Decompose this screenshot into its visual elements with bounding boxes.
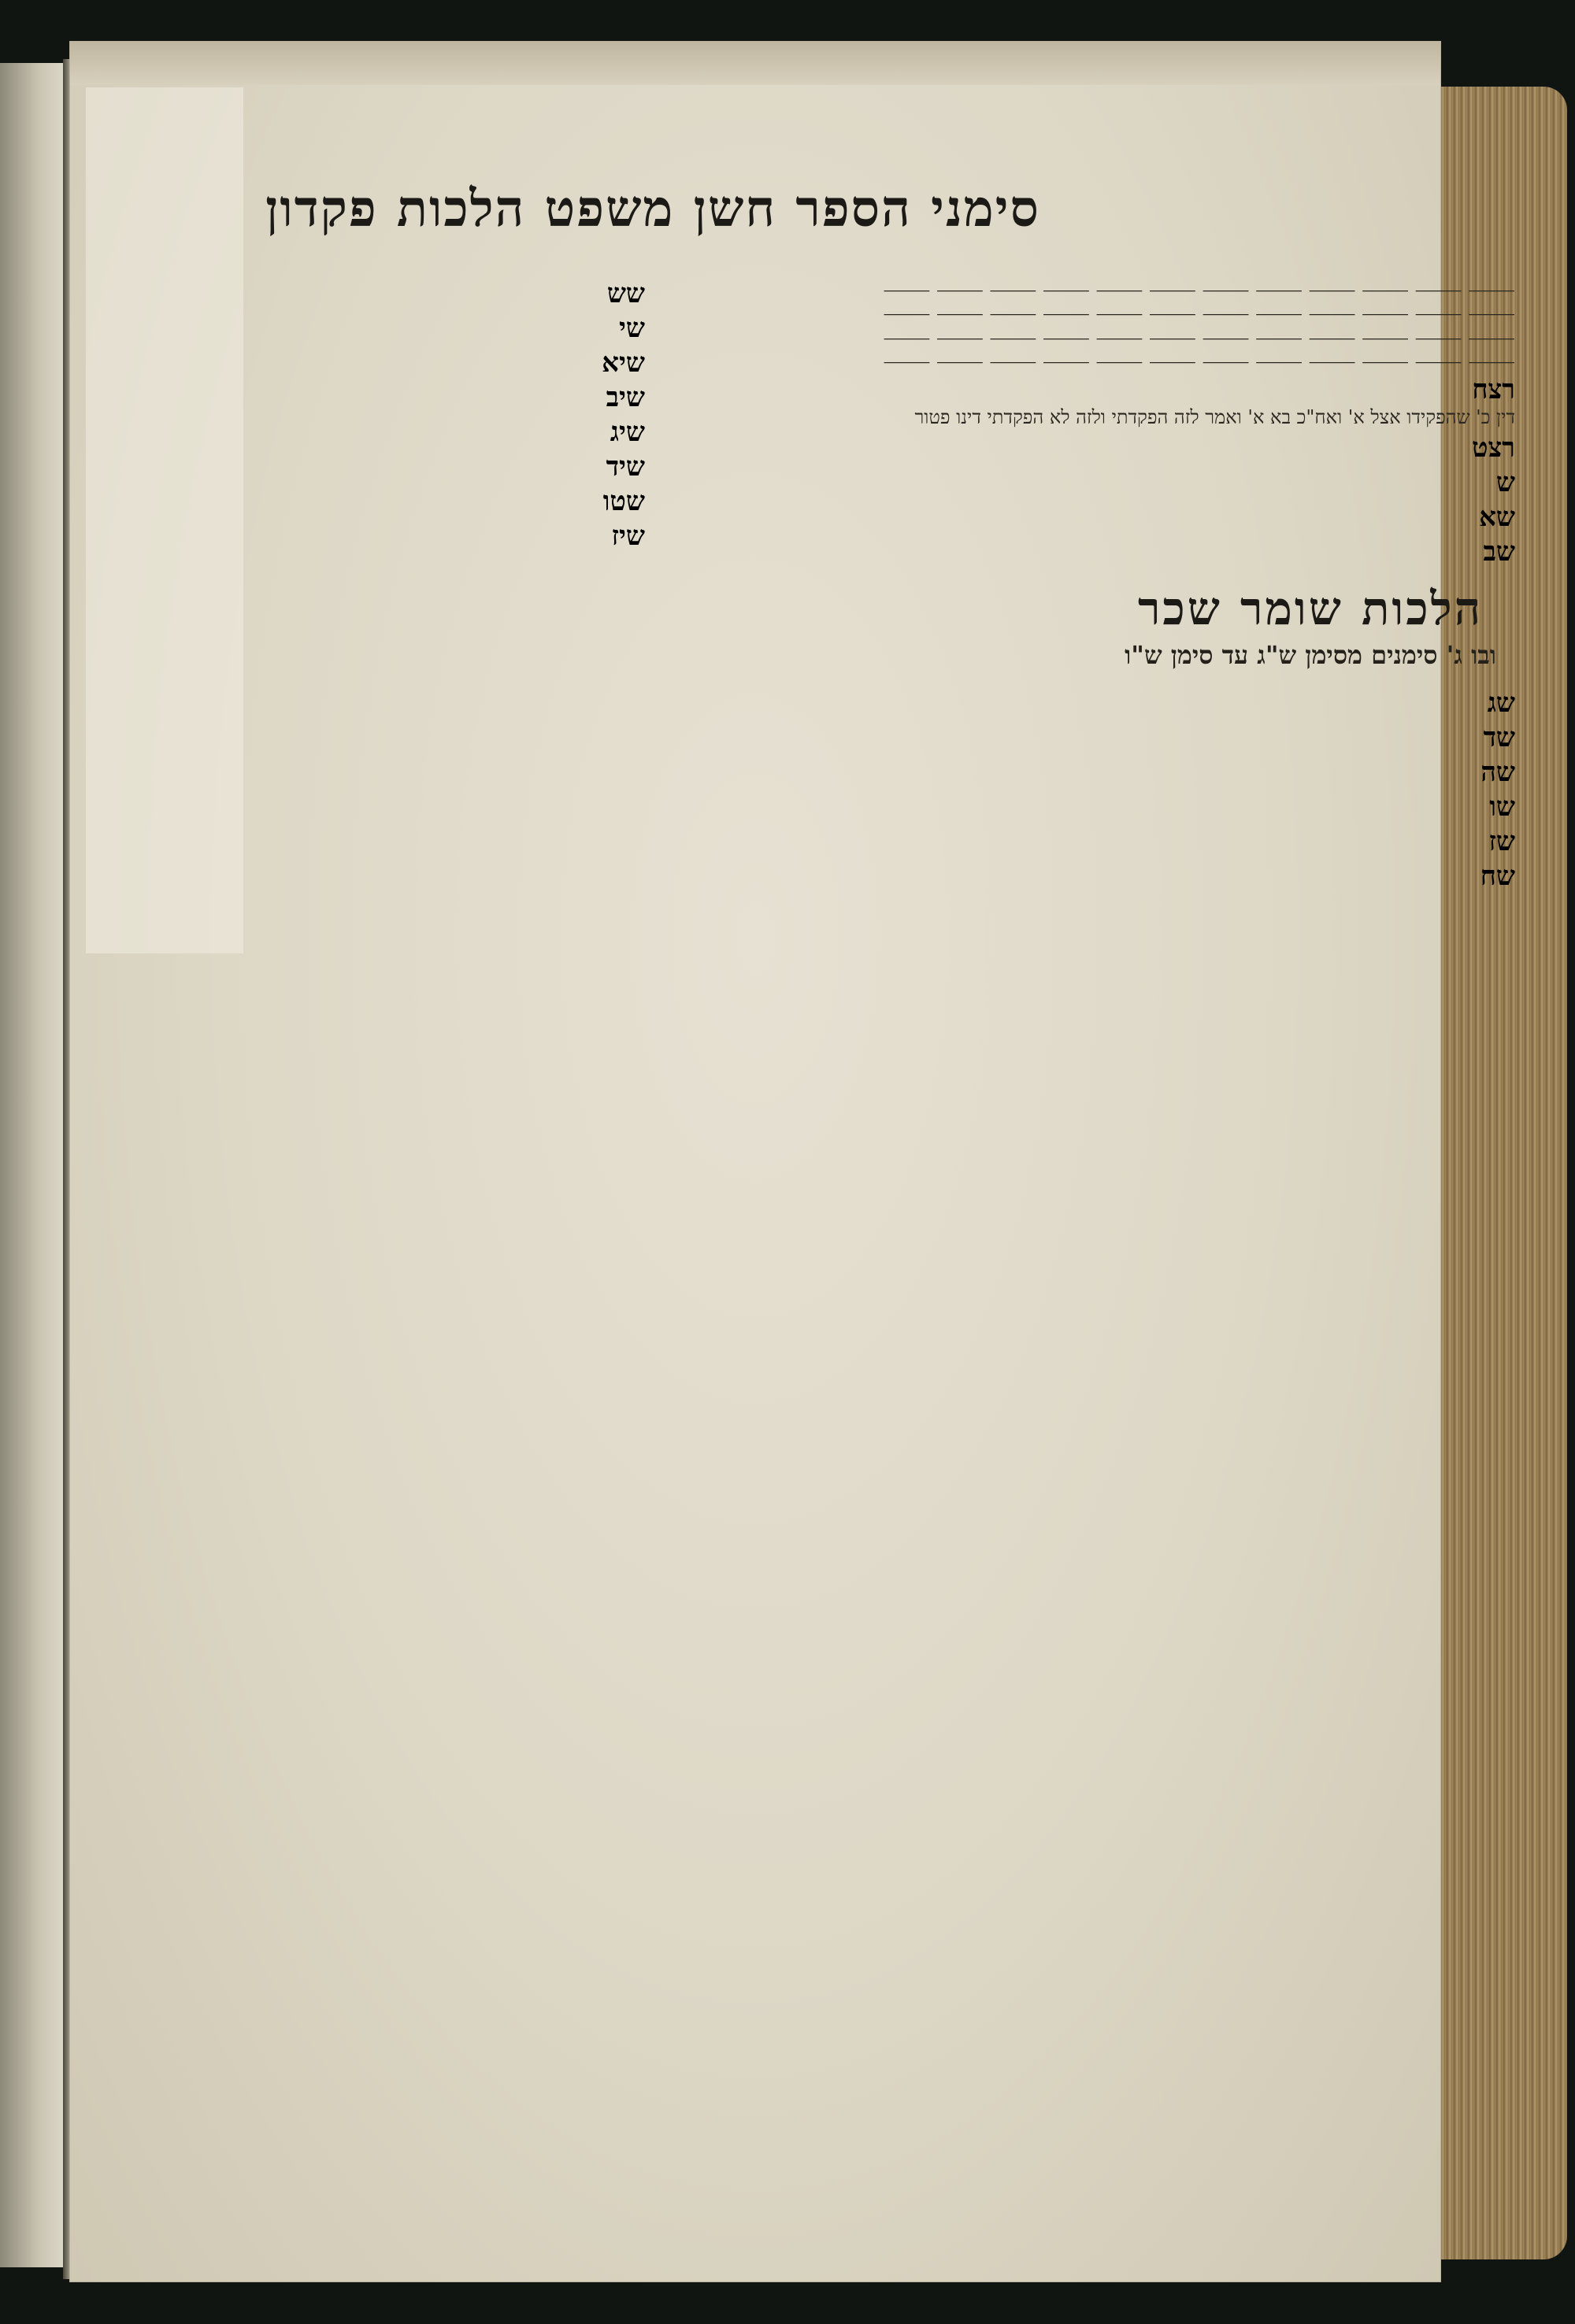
- paragraph-marker: שג: [1487, 686, 1515, 719]
- paragraph-marker: שא: [1479, 501, 1515, 533]
- paragraph: [196, 416, 645, 448]
- torn-top-margin: [70, 42, 1440, 85]
- paragraph: [1106, 791, 1515, 823]
- paragraph: [196, 347, 645, 379]
- paragraph-text: דין כ' שהפקידו אצל א' ואח"כ בא א' ואמר לזה הפקדתי ולזה לא הפקדתי דינו פטור: [914, 405, 1515, 428]
- paragraph-marker: שיב: [606, 382, 645, 413]
- text-line: ⸻ ⸻ ⸻ ⸻ ⸻ ⸻ ⸻ ⸻ ⸻ ⸻ ⸻ ⸻: [883, 279, 1515, 301]
- section-subtitle: ובו ג' סימנים מסימן ש"ג עד סימן ש"ו: [1125, 639, 1496, 670]
- paragraph: [1106, 826, 1515, 857]
- paragraph-marker: שב: [1483, 535, 1515, 568]
- paragraph: [1106, 722, 1515, 753]
- paragraph-marker: שיג: [610, 416, 645, 448]
- left-text-column: [196, 278, 645, 2215]
- facing-page-edge: [0, 63, 66, 2267]
- paragraph-marker: שיז: [611, 520, 645, 552]
- paragraph-marker: שז: [1488, 825, 1515, 857]
- paragraph: [914, 373, 1515, 429]
- paragraph: [1106, 432, 1515, 464]
- paragraph-marker: שה: [1480, 756, 1515, 788]
- paragraph: [1106, 467, 1515, 498]
- paragraph-marker: שיא: [602, 347, 645, 379]
- paragraph-marker: רצח: [1472, 373, 1515, 405]
- paragraph: [196, 520, 645, 552]
- paragraph: [196, 486, 645, 517]
- paragraph: [196, 278, 645, 309]
- paragraph: [1106, 501, 1515, 533]
- paragraph-marker: שיד: [606, 451, 645, 483]
- paragraph: [196, 382, 645, 413]
- text-line: ⸻ ⸻ ⸻ ⸻ ⸻ ⸻ ⸻ ⸻ ⸻ ⸻ ⸻ ⸻: [883, 302, 1515, 325]
- right-column-lines-top: [883, 278, 1515, 374]
- paragraph: [1106, 536, 1515, 568]
- paragraph: [1106, 687, 1515, 719]
- paragraph-marker: שטו: [602, 486, 645, 517]
- paragraph-marker: שח: [1480, 860, 1515, 892]
- text-line: ⸻ ⸻ ⸻ ⸻ ⸻ ⸻ ⸻ ⸻ ⸻ ⸻ ⸻ ⸻: [883, 350, 1515, 373]
- text-line: ⸻ ⸻ ⸻ ⸻ ⸻ ⸻ ⸻ ⸻ ⸻ ⸻ ⸻ ⸻: [883, 326, 1515, 349]
- paragraph-marker: שי: [619, 313, 645, 344]
- manuscript-page: [69, 41, 1515, 2282]
- paragraph-marker: רצט: [1471, 431, 1515, 464]
- paragraph-marker: ש: [1495, 466, 1515, 498]
- paragraph-marker: שו: [1489, 790, 1515, 823]
- right-text-column: [883, 278, 1515, 2246]
- paragraph-marker: שד: [1483, 721, 1515, 753]
- paragraph: [196, 451, 645, 483]
- paragraph: [1106, 757, 1515, 788]
- paragraph: [196, 313, 645, 344]
- paragraph: [1106, 860, 1515, 892]
- page-title: סימני הספר חשן משפט הלכות פקדון: [265, 179, 1040, 239]
- section-title: הלכות שומר שכר: [1137, 581, 1484, 635]
- paragraph-marker: שש: [606, 278, 645, 309]
